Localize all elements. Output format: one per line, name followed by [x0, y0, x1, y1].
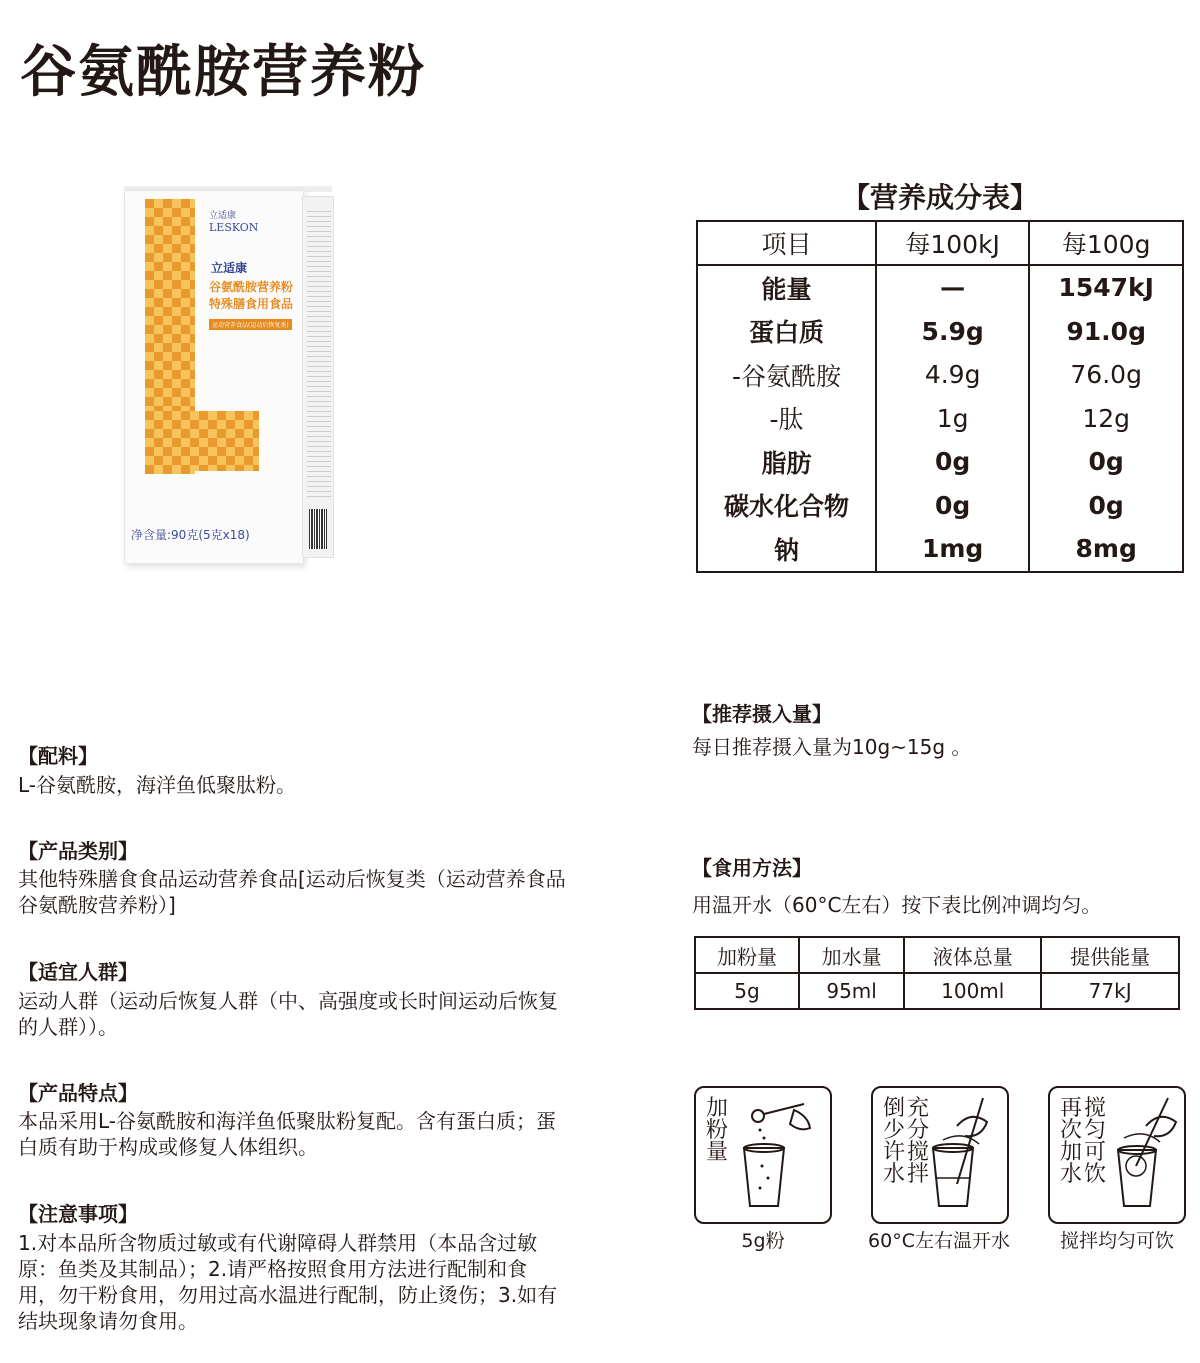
spoon-cup-icon: [696, 1088, 830, 1222]
stir-drink-icon: [1050, 1088, 1184, 1222]
box-side-text: [307, 211, 331, 501]
notes-text: 1.对本品所含物质过敏或有代谢障碍人群禁用（本品含过敏 原：鱼类及其制品）；2.请严格按照食用方法进行配制和食 用，勿干粉食用，勿用过高水温进行配制，防止烫伤；3.如有 结块现象请勿食用。: [18, 1231, 558, 1333]
features-title: 【产品特点】: [18, 1081, 138, 1105]
barcode-icon: [309, 509, 327, 549]
row-per-100g: 76.0g: [1029, 353, 1183, 397]
notes-title: 【注意事项】: [18, 1202, 138, 1226]
recommended-text: 每日推荐摄入量为10g~15g 。: [692, 735, 972, 759]
row-item: -谷氨酰胺: [731, 361, 841, 391]
brand-logo: 立适康 LESKON: [209, 211, 259, 234]
row-per-kj: —: [876, 265, 1029, 310]
table-row: [697, 484, 1183, 528]
row-per-kj: 0g: [876, 440, 1029, 484]
features-text: 本品采用L-谷氨酰胺和海洋鱼低聚肽粉复配。含有蛋白质；蛋 白质有助于构成或修复人体组织。: [18, 1109, 557, 1159]
row-item: -肽: [769, 405, 804, 435]
table-header-row: [695, 937, 1179, 973]
step-2-card: [871, 1086, 1009, 1224]
header-energy: 提供能量: [1041, 937, 1179, 973]
row-per-100g: 0g: [1029, 440, 1183, 484]
pour-stir-icon: [873, 1088, 1007, 1222]
row-item: 脂肪: [761, 448, 812, 478]
row-per-100g: 8mg: [1029, 527, 1183, 572]
target-text: 运动人群（运动后恢复人群（中、高强度或长时间运动后恢复 的人群））。: [18, 989, 558, 1039]
row-per-100g: 91.0g: [1029, 310, 1183, 354]
box-product-name: 谷氨酰胺营养粉 特殊膳食用食品: [209, 280, 294, 311]
ratio-table: [694, 936, 1180, 1010]
value-total: 100ml: [904, 973, 1041, 1009]
step-3-caption: 搅拌均匀可饮: [1059, 1230, 1174, 1252]
table-row: [697, 397, 1183, 441]
row-per-100g: 12g: [1029, 397, 1183, 441]
pattern-foot: [145, 411, 259, 471]
table-row: [697, 265, 1183, 310]
step-2-label: 倒 少 许 水 充 分 搅 拌: [883, 1096, 930, 1187]
step-1-label: 加 粉 量: [706, 1096, 729, 1165]
step-2-caption: 60°C左右温开水: [868, 1230, 1010, 1252]
box-brand-name: 立适康: [211, 261, 248, 275]
box-side: [302, 196, 334, 558]
step-1-caption: 5g粉: [741, 1230, 785, 1252]
row-item: 蛋白质: [748, 318, 824, 348]
nutrition-title: 【营养成分表】: [841, 181, 1038, 214]
row-per-kj: 1mg: [876, 527, 1029, 572]
table-row: [697, 527, 1183, 572]
target-title: 【适宜人群】: [18, 960, 138, 984]
header-total: 液体总量: [904, 937, 1041, 973]
recommended-title: 【推荐摄入量】: [692, 702, 832, 726]
category-text: 其他特殊膳食食品运动营养食品[运动后恢复类（运动营养食品 谷氨酰胺营养粉）]: [18, 867, 566, 917]
step-1-card: [694, 1086, 832, 1224]
box-front: [124, 190, 304, 564]
usage-title: 【食用方法】: [692, 856, 812, 880]
table-row: [697, 353, 1183, 397]
product-box-image: [124, 190, 334, 568]
box-category-tag: 运动营养食品(运动后恢复类): [209, 319, 292, 330]
header-per-kj: 每100kJ: [876, 221, 1029, 265]
value-energy: 77kJ: [1041, 973, 1179, 1009]
table-row: [695, 973, 1179, 1009]
nutrition-table: [696, 220, 1184, 573]
row-per-kj: 1g: [876, 397, 1029, 441]
usage-text: 用温开水（60°C左右）按下表比例冲调均匀。: [692, 893, 1102, 917]
row-per-100g: 0g: [1029, 484, 1183, 528]
header-water: 加水量: [799, 937, 904, 973]
header-per-100g: 每100g: [1029, 221, 1183, 265]
row-per-kj: 5.9g: [876, 310, 1029, 354]
row-item: 碳水化合物: [723, 492, 849, 522]
step-3-card: [1048, 1086, 1186, 1224]
ingredients-title: 【配料】: [18, 744, 98, 768]
header-item: 项目: [697, 221, 876, 265]
table-row: [697, 440, 1183, 484]
page-title: 谷氨酰胺营养粉: [20, 40, 426, 105]
ingredients-text: L-谷氨酰胺，海洋鱼低聚肽粉。: [18, 773, 297, 797]
header-powder: 加粉量: [695, 937, 799, 973]
row-item: 能量: [761, 274, 812, 304]
step-3-label: 再 次 加 水 搅 匀 可 饮: [1060, 1096, 1107, 1187]
category-title: 【产品类别】: [18, 839, 138, 863]
row-per-kj: 4.9g: [876, 353, 1029, 397]
table-header-row: [697, 221, 1183, 265]
value-water: 95ml: [799, 973, 904, 1009]
row-item: 钠: [773, 535, 799, 565]
value-powder: 5g: [734, 979, 760, 1003]
box-net-content: 净含量:90克(5克x18): [131, 528, 250, 542]
table-row: [697, 310, 1183, 354]
row-per-100g: 1547kJ: [1029, 265, 1183, 310]
row-per-kj: 0g: [876, 484, 1029, 528]
